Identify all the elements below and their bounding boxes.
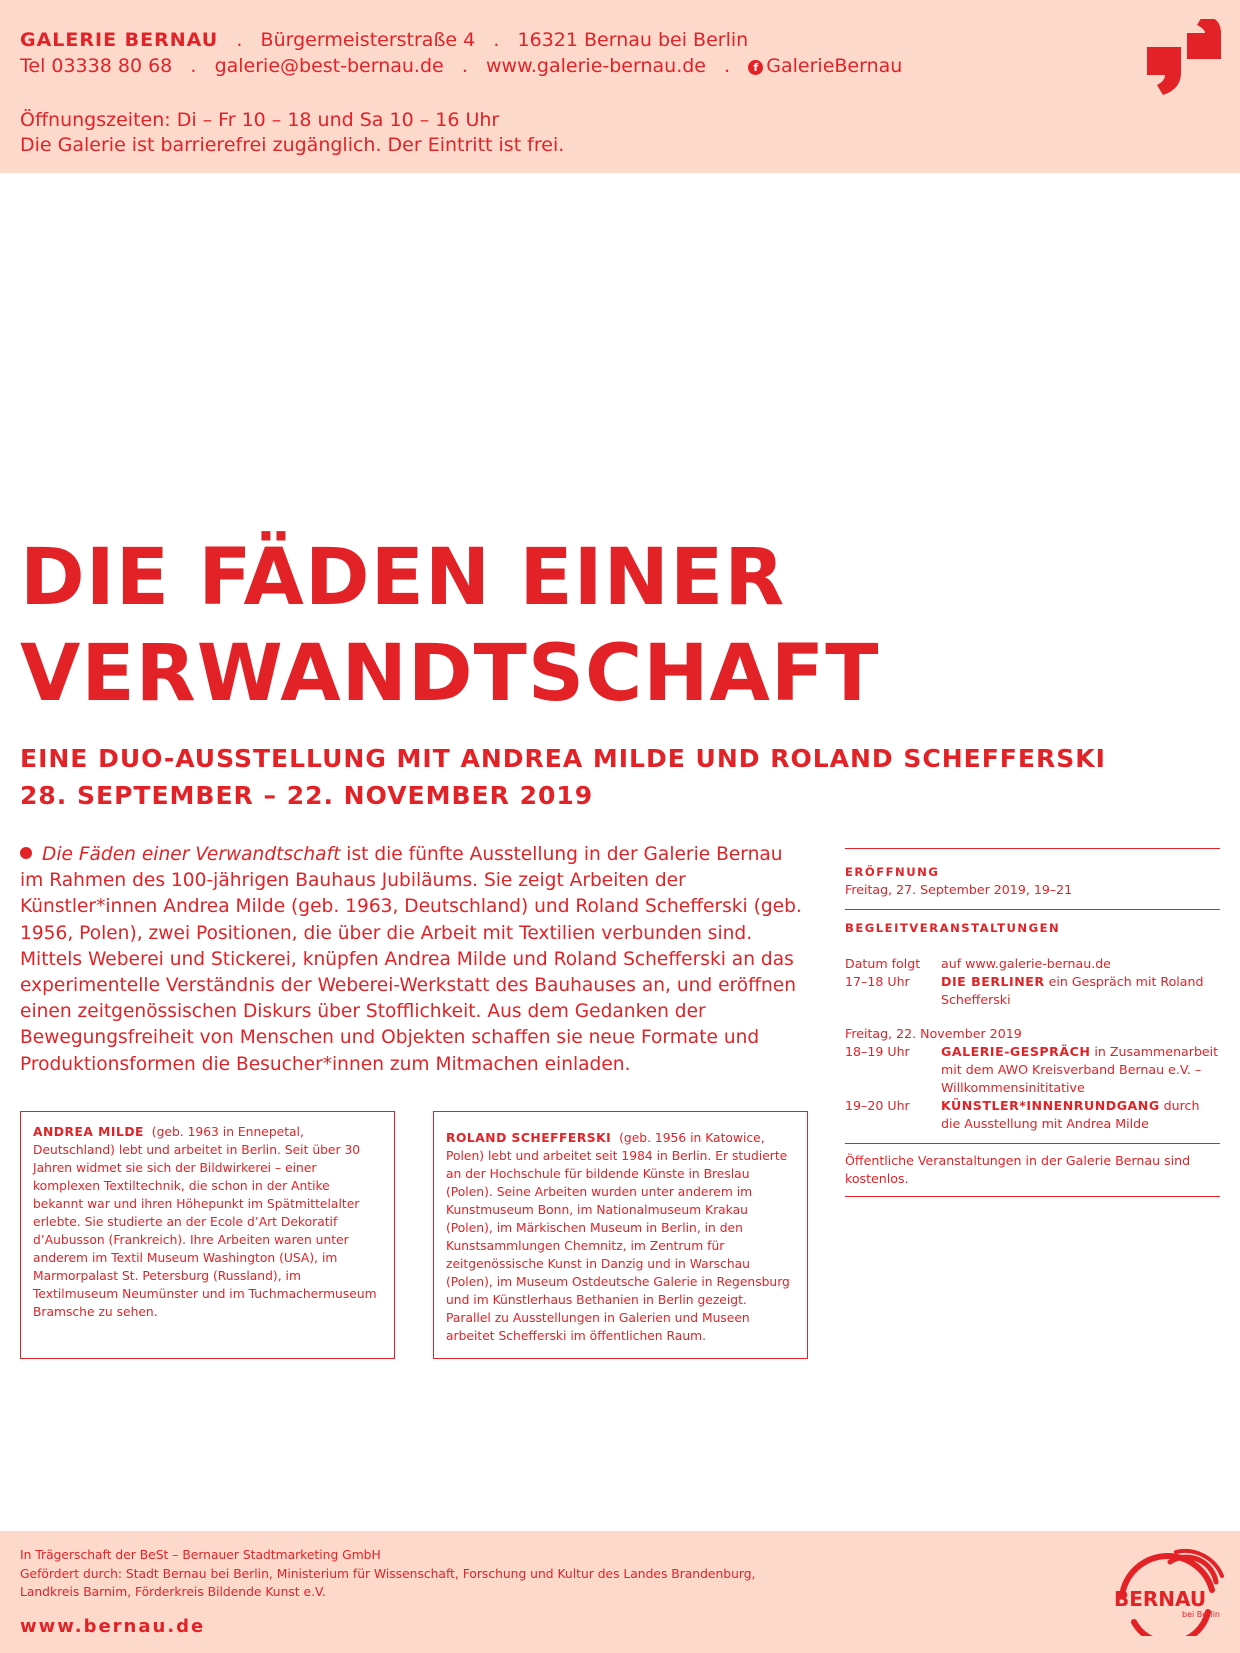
logo-sub-text: bei Berlin — [1182, 1610, 1220, 1619]
footer-sponsor-line: In Trägerschaft der BeSt – Bernauer Stadtmarketing GmbH — [20, 1548, 381, 1562]
logo-main-text: BERNAU — [1114, 1587, 1207, 1611]
opening-heading: ERÖFFNUNG — [845, 865, 940, 879]
exhibition-subtitle: EINE DUO-AUSSTELLUNG MIT ANDREA MILDE UND ROLAND SCHEFFERSKI — [20, 744, 1106, 773]
events-column — [845, 848, 1220, 1197]
gallery-email-link[interactable]: galerie@best-bernau.de — [214, 55, 444, 77]
divider — [845, 1196, 1220, 1197]
side-events-heading: BEGLEITVERANSTALTUNGEN — [845, 921, 1061, 935]
event-date: Freitag, 22. November 2019 — [845, 1026, 1022, 1041]
accessibility-note: Die Galerie ist barrierefrei zugänglich. Der Eintritt ist frei. — [20, 134, 565, 156]
bio-box-milde — [20, 1111, 395, 1359]
bio-name-schefferski: ROLAND SCHEFFERSKI — [446, 1131, 612, 1145]
header-band — [0, 0, 1240, 173]
bernau-logo — [1108, 1546, 1226, 1636]
footer-website-link[interactable]: www.bernau.de — [20, 1616, 206, 1637]
event-desc: durch die Ausstellung mit Andrea Milde — [941, 1098, 1200, 1131]
bio-name-milde: ANDREA MILDE — [33, 1125, 144, 1139]
exhibition-dates: 28. SEPTEMBER – 22. NOVEMBER 2019 — [20, 781, 594, 810]
event-row — [845, 955, 1220, 973]
event-title: DIE BERLINER — [941, 974, 1045, 989]
quote-logo-icon — [1147, 19, 1221, 95]
intro-italic-title: Die Fäden einer Verwandtschaft — [42, 844, 341, 865]
events-note: Öffentliche Veranstaltungen in der Galerie Bernau sind kostenlos. — [845, 1153, 1191, 1186]
footer-funding-line-2: Landkreis Barnim, Förderkreis Bildende Kunst e.V. — [20, 1585, 326, 1599]
title-line-1: DIE FÄDEN EINER — [20, 533, 786, 623]
bio-text-schefferski: (geb. 1956 in Katowice, Polen) lebt und arbeitet seit 1984 in Berlin. Er studierte an der Hochschule für bildende Künste in Breslau (Polen). Seine Arbeiten wurden unter anderem im Kunstmuseum Bonn, im Nationalmuseum Krakau (Polen), im Märkischen Museum in Berlin, in den Kunstsammlungen Chemnitz, im Zentrum für zeitgenössische Kunst in Danzig und in Warschau (Polen), im Museum Ostdeutsche Galerie in Regensburg und im Künstlerhaus Bethanien in Berlin gezeigt. Parallel zu Ausstellungen in Galerien und Museen arbeitet Schefferski im öffentlichen Raum. — [446, 1131, 790, 1343]
exhibition-title — [20, 530, 1220, 722]
event-row — [845, 973, 1220, 1009]
facebook-icon: f — [748, 60, 763, 75]
facebook-link[interactable]: GalerieBernau — [766, 55, 903, 77]
event-time: 19–20 Uhr — [845, 1098, 910, 1113]
event-title: GALERIE-GESPRÄCH — [941, 1044, 1091, 1059]
gallery-website-link[interactable]: www.galerie-bernau.de — [486, 55, 706, 77]
event-time: 17–18 Uhr — [845, 974, 910, 989]
bullet-icon — [20, 847, 32, 859]
event-desc: ein Gespräch mit Roland Schefferski — [941, 974, 1204, 1007]
bio-box-schefferski — [433, 1111, 808, 1359]
footer-funding-line: Gefördert durch: Stadt Bernau bei Berlin, Ministerium für Wissenschaft, Forschung und Kultur des Landes Brandenburg, — [20, 1567, 756, 1581]
gallery-name: GALERIE BERNAU — [20, 29, 219, 51]
gallery-city: 16321 Bernau bei Berlin — [517, 29, 749, 51]
title-line-2: VERWANDTSCHAFT — [20, 629, 880, 719]
gallery-address: Bürgermeisterstraße 4 — [260, 29, 476, 51]
opening-hours: Öffnungszeiten: Di – Fr 10 – 18 und Sa 10 – 16 Uhr — [20, 109, 500, 131]
event-title: KÜNSTLER*INNENRUNDGANG — [941, 1098, 1160, 1113]
gallery-phone: Tel 03338 80 68 — [20, 55, 173, 77]
event-desc: auf www.galerie-bernau.de — [941, 956, 1111, 971]
header-address-line: GALERIE BERNAU . Bürgermeisterstraße 4 . 16321 Bernau bei Berlin — [20, 29, 749, 51]
event-row — [845, 1097, 1220, 1133]
event-time: Datum folgt — [845, 956, 921, 971]
event-desc: in Zusammenarbeit mit dem AWO Kreisverband Bernau e.V. – Willkommensinititative — [941, 1044, 1219, 1095]
intro-text: ist die fünfte Ausstellung in der Galerie Bernau im Rahmen des 100-jährigen Bauhaus Jubiläums. Sie zeigt Arbeiten der Künstler*innen Andrea Milde (geb. 1963, Deutschland) und Roland Schefferski (geb. 1956, Polen), zwei Positionen, die über die Arbeit mit Textilien verbunden sind. Mittels Weberei und Stickerei, knüpfen Andrea Milde und Roland Schefferski an das experimentelle Verständnis der Weberei-Werkstatt des Bauhauses an, und eröffnen einen zeitgenössischen Diskurs über Stofflichkeit. Aus dem Gedanken der Bewegungsfreiheit von Menschen und Objekten schaffen sie neue Formate und Produktionsformen die Besucher*innen zum Mitmachen einladen. — [20, 844, 802, 1075]
footer-band — [0, 1531, 1240, 1653]
header-contact-line: Tel 03338 80 68 . galerie@best-bernau.de . www.galerie-bernau.de . f GalerieBernau — [20, 55, 903, 77]
bio-text-milde: (geb. 1963 in Ennepetal, Deutschland) lebt und arbeitet in Berlin. Seit über 30 Jahren widmet sie sich der Bildwirkerei – einer komplexen Textiltechnik, die schon in der Antike bekannt war und ihren Höhepunkt im Spätmittelalter erlebte. Sie studierte an der Ecole d’Art Dekoratif d’Aubusson (Frankreich). Ihre Arbeiten waren unter anderem im Textil Museum Washington (USA), im Marmorpalast St. Petersburg (Russland), im Textilmuseum Neumünster und im Tuchmachermuseum Bramsche zu sehen. — [33, 1125, 377, 1319]
intro-paragraph — [20, 842, 805, 1078]
event-row — [845, 1043, 1220, 1097]
event-time: 18–19 Uhr — [845, 1044, 910, 1059]
opening-text: Freitag, 27. September 2019, 19–21 — [845, 882, 1073, 897]
